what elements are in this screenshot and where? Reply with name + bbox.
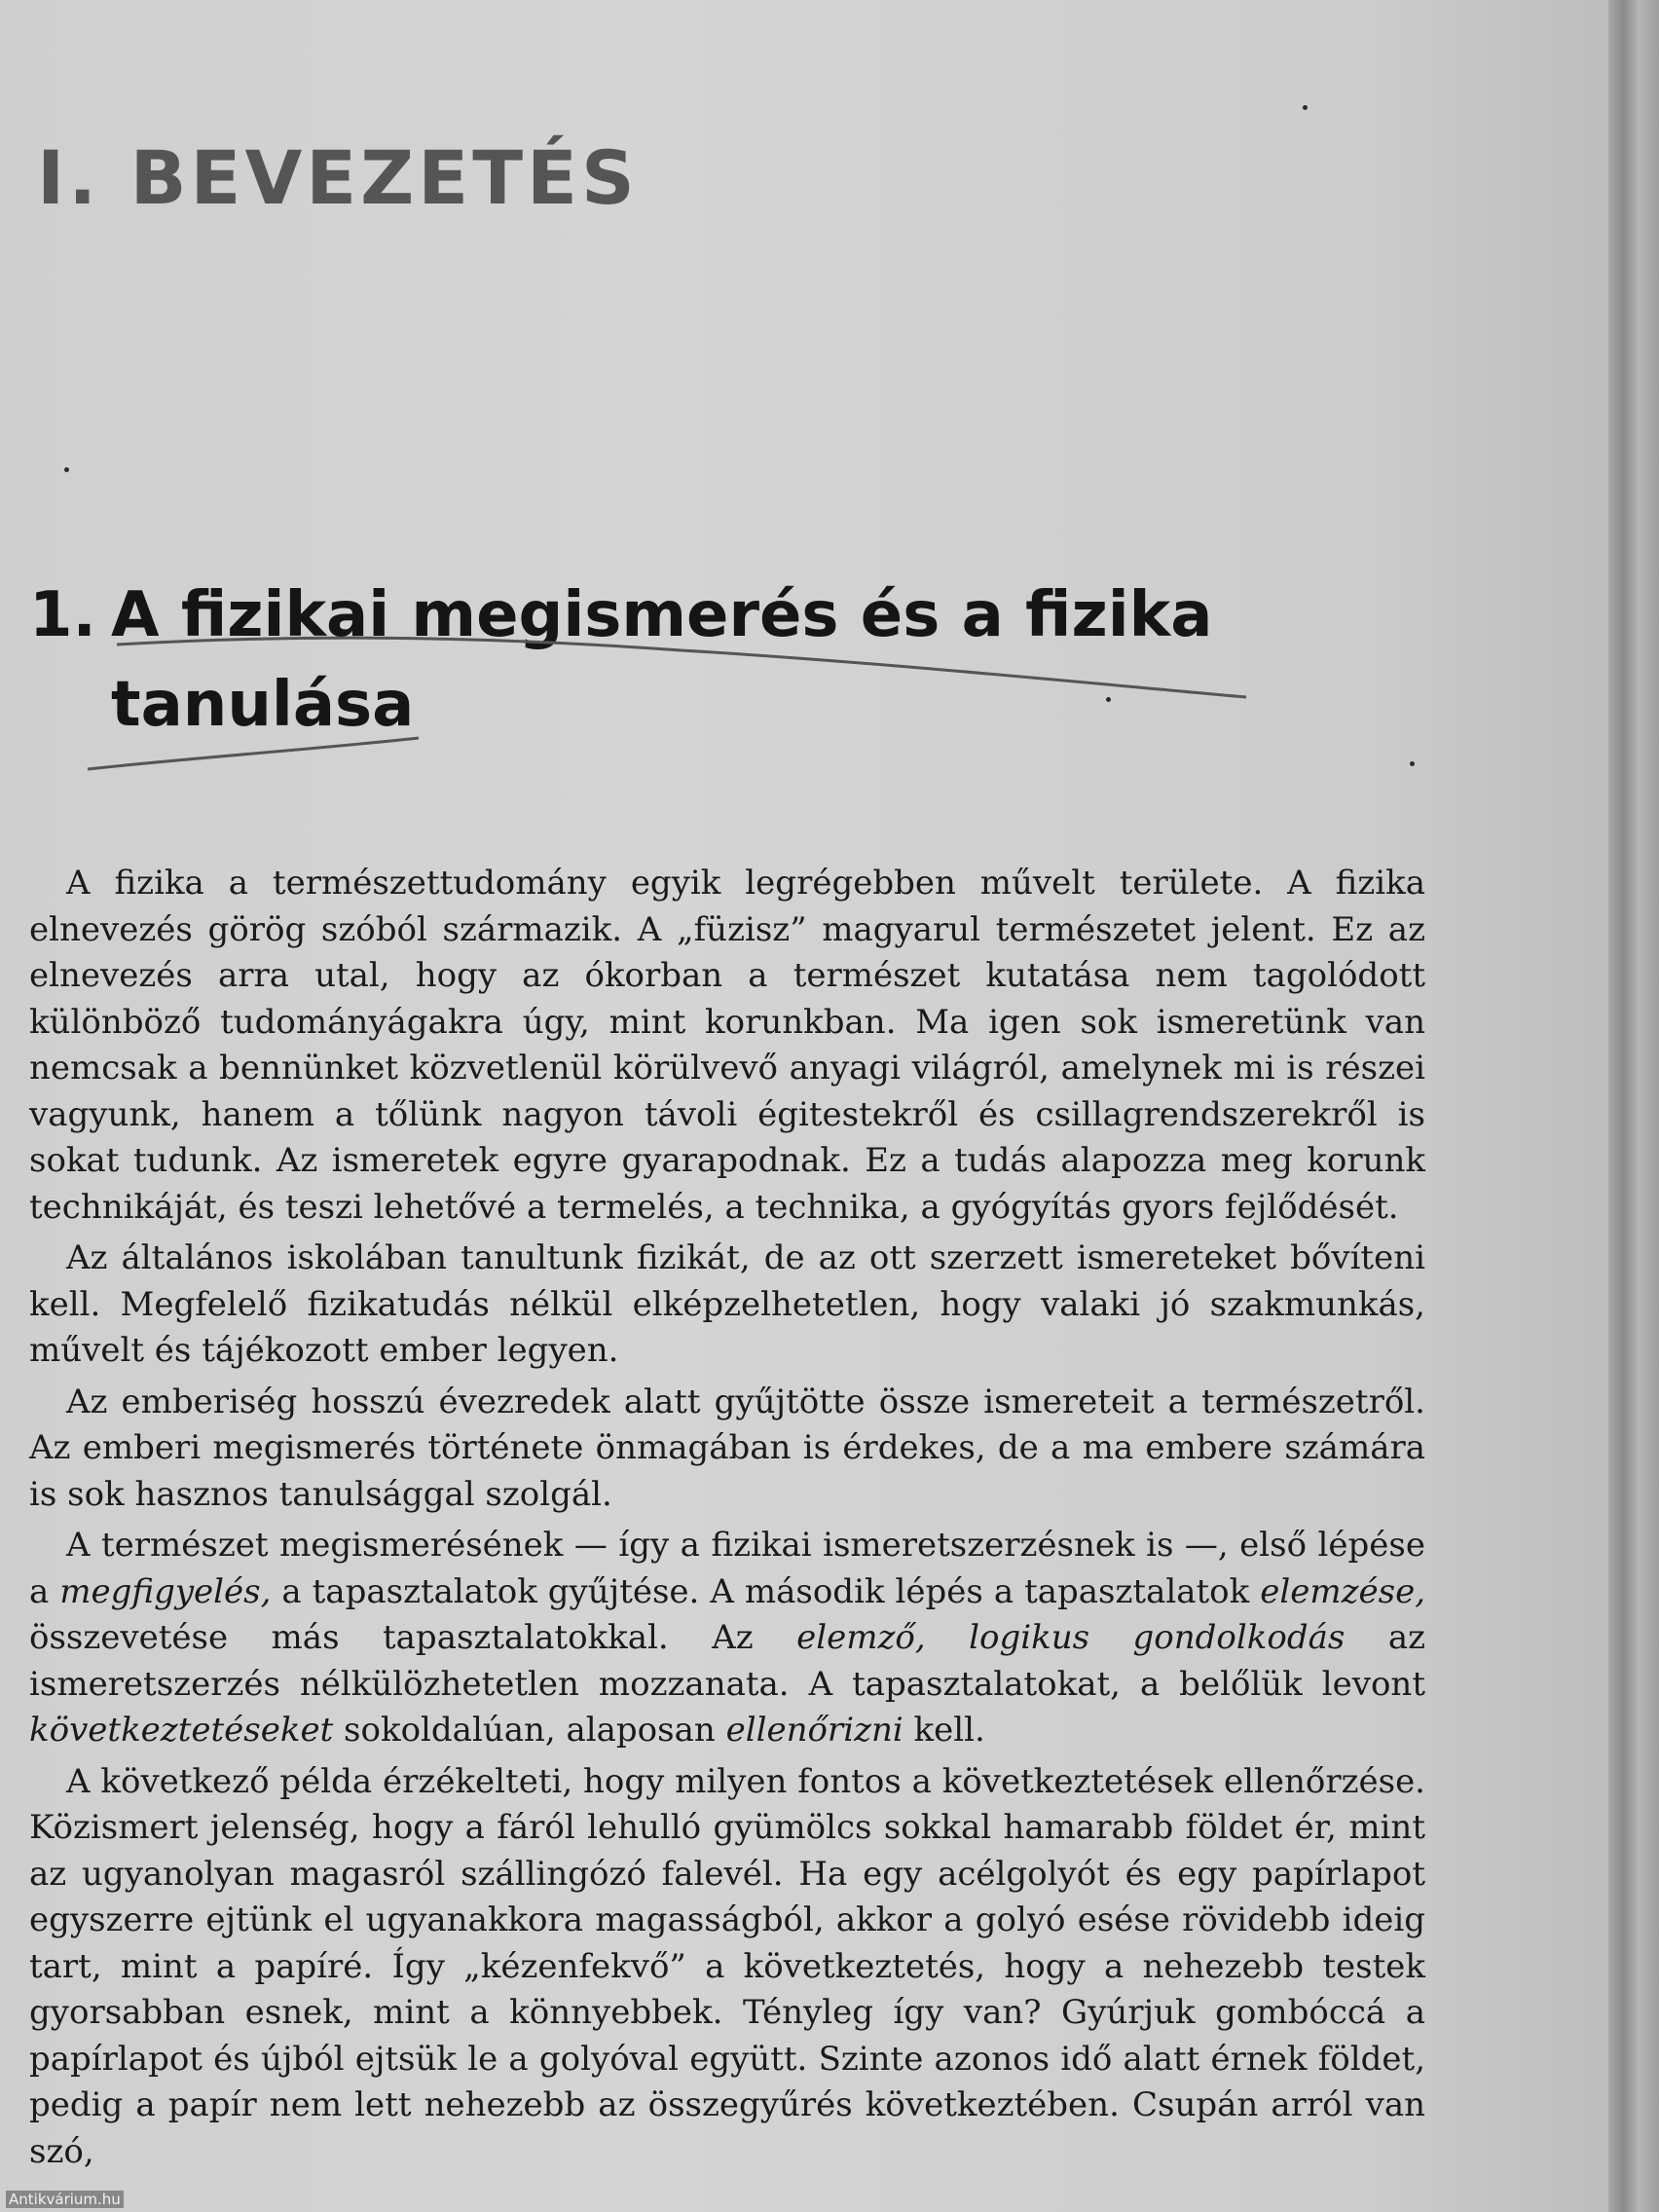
- italic-text-run: következtetéseket: [29, 1711, 334, 1750]
- text-run: az ismeretszerzés nélkülözhetetlen mozzanata. A tapasztalatokat, a belőlük levont: [29, 1618, 1426, 1704]
- text-run: összevetése más tapasztalatokkal. Az: [29, 1618, 797, 1657]
- chapter-title: I. BEVEZETÉS: [37, 134, 639, 221]
- paragraph: [29, 1759, 1425, 2176]
- italic-text-run: ellenőrizni: [725, 1711, 903, 1750]
- text-run: A fizika a természettudomány egyik legrégebben művelt területe. A fizika elnevezés görög szóból származik. A „füzisz” magyarul természetet jelent. Ez az elnevezés arra utal, hogy az ókorban a természet kutatása nem tagolódott különböző tudományágakra úgy, mint korunkban. Ma igen sok ismeretünk van nemcsak a bennünket közvetlenül körülvevő anyagi világról, amelynek mi is részei vagyunk, hanem a tőlünk nagyon távoli égitestekről és csillagrendszerekről is sokat tudunk. Az ismeretek egyre gyarapodnak. Ez a tudás alapozza meg korunk technikáját, és teszi lehetővé a termelés, a technika, a gyógyítás gyors fejlődését.: [29, 864, 1425, 1227]
- body-text: [29, 861, 1425, 2180]
- section-number: 1.: [29, 579, 96, 651]
- text-run: Az általános iskolában tanultunk fizikát, de az ott szerzett ismereteket bővíteni kell. Megfelelő fizikatudás nélkül elképzelhetetlen, hogy valaki jó szakmunkás, művelt és tájékozott ember legyen.: [29, 1238, 1425, 1370]
- page-speck: [1106, 697, 1111, 702]
- page-speck: [1410, 761, 1415, 766]
- page-speck: [1303, 105, 1308, 110]
- paragraph: [29, 861, 1425, 1231]
- text-run: a tapasztalatok gyűjtése. A második lépés a tapasztalatok: [271, 1571, 1261, 1611]
- italic-text-run: megfigyelés,: [59, 1571, 272, 1611]
- italic-text-run: elemzése,: [1260, 1571, 1426, 1611]
- text-run: A természet megismerésének — így a fizikai ismeretszerzésnek is —, első lépése a: [29, 1526, 1425, 1611]
- paragraph: [29, 1523, 1425, 1754]
- section-heading: [29, 571, 1392, 750]
- section-title-line1: A fizikai megismerés és a fizika: [111, 579, 1213, 651]
- text-run: sokoldalúan, alaposan: [333, 1711, 726, 1750]
- text-run: Az emberiség hosszú évezredek alatt gyűjtötte össze ismereteit a természetről. Az emberi megismerés története önmagában is érdekes, de a ma embere számára is sok hasznos tanulsággal szolgál.: [29, 1382, 1425, 1514]
- book-spine-shadow: [1608, 0, 1659, 2212]
- italic-text-run: elemző, logikus gondolkodás: [796, 1618, 1346, 1657]
- page-speck: [64, 467, 69, 472]
- section-title-line2: tanulása: [111, 669, 415, 741]
- paragraph: [29, 1380, 1425, 1519]
- paragraph: [29, 1235, 1425, 1375]
- text-run: A következő példa érzékelteti, hogy milyen fontos a következtetések ellenőrzése. Közismert jelenség, hogy a fáról lehulló gyümölcs sokkal hamarabb földet ér, mint az ugyanolyan magasról szállingózó falevél. Ha egy acélgolyót és egy papírlapot egyszerre ejtünk el ugyanakkora magasságból, akkor a golyó esése rövidebb ideig tart, mint a papíré. Így „kézenfekvő” a következtetés, hogy a nehezebb testek gyorsabban esnek, mint a könnyebbek. Tényleg így van? Gyúrjuk gombóccá a papírlapot és újból ejtsük le a golyóval együtt. Szinte azonos idő alatt érnek földet, pedig a papír nem lett nehezebb az összegyűrés következtében. Csupán arról van szó,: [29, 1761, 1425, 2171]
- text-run: kell.: [903, 1711, 985, 1750]
- watermark-text: Antikvárium.hu: [6, 2191, 124, 2208]
